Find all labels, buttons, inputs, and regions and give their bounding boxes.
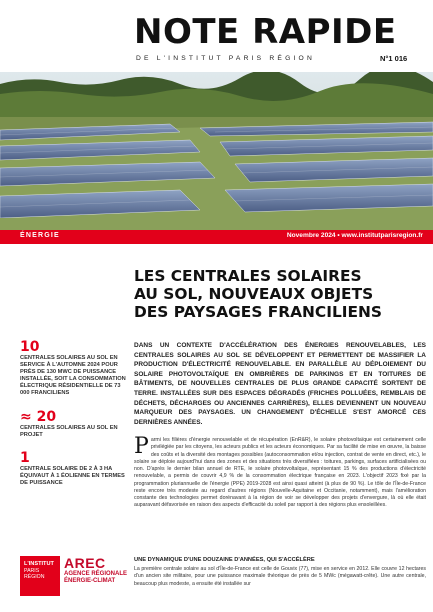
key-figure bbox=[20, 451, 130, 487]
solar-farm-photo bbox=[0, 72, 433, 230]
body-text: armi les filières d'énergie renouvelable et de récupération (EnR&R), le solaire photovoltaïque est certainement celle privilégiée par les citoyens, les acteurs publics et les acteurs économiques. Par sa facilité de mise en œuvre, la baisse des coûts et la diversité des montages possibles (autoconsommation et/ou injection, contrat de vente en direct, etc.), le solaire se déploie aujourd'hui dans des zones et des situations très diversifiées : toitures, parkings, surfaces artificialisées ou non. D'après le dernier bilan annuel de RTE, le solaire photovoltaïque, représentant 15 % des productions d'électricité renouvelable, a permis de couvrir 4,9 % de la consommation électrique française en 2023. L'objectif 2023 fixé par la programmation pluriannuelle de l'énergie (PPE) 2019-2028 est ainsi quasi atteint (à plus de 90 %). Le tôle de l'Île-de-France reste encore très modeste au regard d'autres régions (Nouvelle-Aquitaine et Occitanie, notamment), mais l'amélioration constante des technologies permet dorénavant à la région de voir se développer des projets d'envergure, là où elle était auparavant défavorisée en raison des aspects d'efficacité du soleil par rapport à des régions plus ensoleillées. bbox=[134, 437, 426, 509]
masthead bbox=[0, 0, 433, 72]
key-figure bbox=[20, 410, 130, 439]
key-figure-number: 1 bbox=[20, 449, 30, 466]
key-figure-number: 10 bbox=[20, 339, 40, 355]
arec-name: AREC bbox=[64, 555, 106, 571]
arec-subtitle: AGENCE RÉGIONALE bbox=[64, 571, 128, 577]
date-and-url: Novembre 2024 • www.institutparisregion.fr bbox=[286, 232, 423, 239]
publication-subtitle: DE L'INSTITUT PARIS RÉGION bbox=[136, 55, 315, 62]
section-heading: UNE DYNAMIQUE D'UNE DOUZAINE D'ANNÉES, QUI S'ACCÉLÈRE bbox=[134, 557, 315, 563]
section-label: ÉNERGIE bbox=[20, 232, 60, 239]
key-figures bbox=[20, 340, 130, 499]
headline-line: DES PAYSAGES FRANCILIENS bbox=[134, 303, 382, 321]
headline-line: LES CENTRALES SOLAIRES bbox=[134, 267, 362, 285]
logo-text: L'INSTITUT bbox=[24, 561, 54, 567]
issue-number: N°1 016 bbox=[380, 54, 408, 63]
drop-cap: P bbox=[134, 434, 149, 459]
section-paragraph: La première centrale solaire au sol d'Île-de-France est celle de Gouvix (77), mise en service en 2012. Elle couvre 12 hectares d'un ancien site militaire, pour une puissance maximale théorique de près de 5 MWc (mégawatt-crête). Une autre centrale, beaucoup plus modeste, a ensuite été installée sur bbox=[134, 566, 426, 587]
key-figure-number: ≈ 20 bbox=[20, 408, 57, 425]
key-figure-text: CENTRALES SOLAIRES AU SOL EN PROJET bbox=[20, 424, 118, 438]
arec-logo bbox=[64, 556, 130, 585]
headline-line: AU SOL, NOUVEAUX OBJETS bbox=[134, 285, 374, 303]
key-figure-text: CENTRALES SOLAIRES AU SOL EN SERVICE À L'AUTOMNE 2024 POUR PRÈS DE 130 MWC DE PUISSANCE INSTALLÉE, SOIT LA CONSOMMATION ÉLECTRIQUE RÉSIDENTIELLE DE 73 000 FRANCILIENS bbox=[20, 355, 126, 397]
body-paragraph bbox=[134, 434, 426, 510]
publication-title: NOTE RAPIDE bbox=[134, 12, 397, 52]
section-band bbox=[0, 230, 433, 244]
arec-subtitle: ÉNERGIE-CLIMAT bbox=[64, 578, 116, 584]
key-figure bbox=[20, 340, 130, 398]
key-figure-text: CENTRALE SOLAIRE DE 2 À 3 HA ÉQUIVAUT À 1 ÉOLIENNE EN TERMES DE PUISSANCE bbox=[20, 465, 125, 486]
article-headline bbox=[134, 267, 424, 321]
institut-paris-region-logo bbox=[20, 556, 60, 596]
logo-text: PARIS bbox=[24, 567, 40, 574]
lead-paragraph: DANS UN CONTEXTE D'ACCÉLÉRATION DES ÉNERGIES RENOUVELABLES, LES CENTRALES SOLAIRES AU SOL SE DÉVELOPPENT ET PERMETTENT DE MASSIFIER LA PRODUCTION D'ÉLECTRICITÉ RENOUVELABLE. EN PARALLÈLE AU DÉPLOIEMENT DU SOLAIRE PHOTOVOLTAÏQUE EN OMBRIÈRES DE PARKINGS ET EN TOITURES DE BÂTIMENTS, DE NOUVELLES CENTRALES DE PLUS GRANDE CAPACITÉ SORTENT DE TERRE. INSTALLÉES SUR DES ESPACES DÉGRADÉS (FRICHES POLLUÉES, REMBLAIS DE DÉCHETS, DÉCHARGES OU ANCIENNES CARRIÈRES), ELLES DEVIENNENT UN NOUVEAU MARQUEUR DES PAYSAGES. UN CHANGEMENT D'ÉCHELLE S'EST AMORCÉ CES DERNIÈRES ANNÉES. bbox=[134, 342, 426, 426]
logo-text: RÉGION bbox=[24, 574, 45, 581]
